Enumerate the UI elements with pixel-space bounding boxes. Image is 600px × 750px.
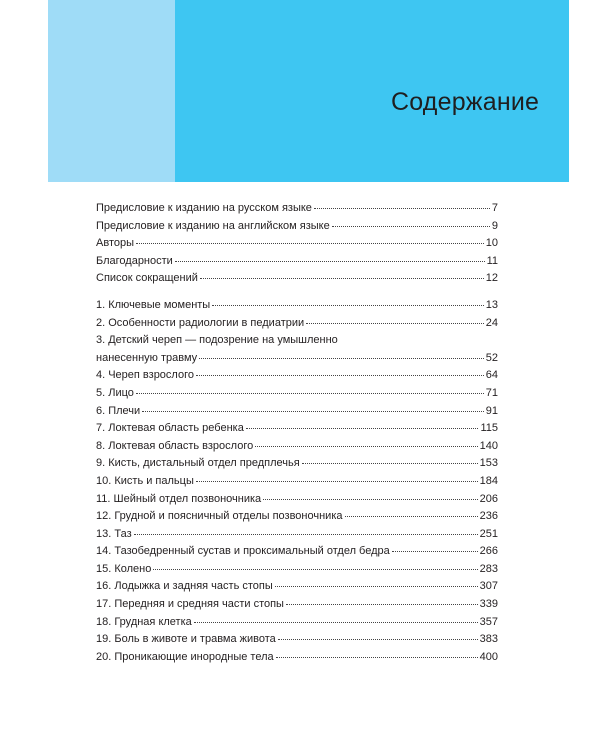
toc-entry-label: 14. Тазобедренный сустав и проксимальный отдел бедра [96, 545, 390, 558]
dot-leader [194, 622, 478, 623]
toc-entry-label: 15. Колено [96, 562, 152, 575]
toc-entry[interactable] [96, 235, 498, 253]
toc-entry[interactable] [96, 526, 498, 544]
toc-entry-page: 266 [479, 545, 498, 558]
toc-entry-page: 12 [485, 272, 498, 285]
dot-leader [275, 586, 478, 587]
toc-entry-page: 64 [485, 369, 498, 382]
toc-entry[interactable] [96, 614, 498, 632]
toc-entry[interactable] [96, 385, 498, 403]
toc-entry[interactable] [96, 596, 498, 614]
header-banner [48, 0, 569, 182]
toc-entry-page: 383 [479, 633, 498, 646]
toc-entry[interactable] [96, 270, 498, 288]
toc-entry-label: 3. Детский череп — подозрение на умышленно [96, 334, 338, 347]
table-of-contents [96, 200, 498, 666]
toc-entry-label: 7. Локтевая область ребенка [96, 422, 244, 435]
toc-entry-page: 115 [480, 422, 498, 435]
section-gap [96, 288, 498, 297]
dot-leader [196, 375, 484, 376]
dot-leader [255, 446, 477, 447]
toc-entry[interactable] [96, 420, 498, 438]
dot-leader [142, 411, 484, 412]
toc-entry-page: 71 [485, 386, 498, 399]
header-accent-block [48, 0, 175, 182]
toc-entry-label: Предисловие к изданию на английском языке [96, 219, 330, 232]
toc-entry-label: 11. Шейный отдел позвоночника [96, 492, 262, 505]
toc-entry-page: 283 [479, 562, 498, 575]
toc-entry[interactable] [96, 350, 498, 368]
toc-entry-label: 12. Грудной и поясничный отделы позвоночника [96, 510, 343, 523]
toc-entry[interactable] [96, 561, 498, 579]
toc-entry[interactable] [96, 367, 498, 385]
toc-entry-label: нанесенную травму [96, 351, 198, 364]
toc-entry[interactable] [96, 253, 498, 271]
toc-entry-page: 236 [479, 510, 498, 523]
toc-entry[interactable] [96, 438, 498, 456]
dot-leader [276, 657, 478, 658]
dot-leader [263, 499, 477, 500]
toc-entry-page: 11 [486, 254, 498, 267]
toc-entry-page: 184 [479, 474, 498, 487]
toc-entry-label: Благодарности [96, 254, 173, 267]
toc-entry-label: 17. Передняя и средняя части стопы [96, 598, 284, 611]
toc-entry-page: 13 [485, 298, 498, 311]
dot-leader [136, 243, 484, 244]
dot-leader [196, 481, 478, 482]
toc-entry-label: 1. Ключевые моменты [96, 298, 211, 311]
dot-leader [200, 278, 484, 279]
toc-entry[interactable] [96, 218, 498, 236]
toc-entry-label: 4. Череп взрослого [96, 369, 194, 382]
toc-entry[interactable] [96, 315, 498, 333]
dot-leader [136, 393, 484, 394]
dot-leader [212, 305, 484, 306]
toc-entry[interactable] [96, 649, 498, 667]
dot-leader [332, 226, 490, 227]
toc-entry-label: 9. Кисть, дистальный отдел предплечья [96, 457, 300, 470]
toc-entry-label: 2. Особенности радиологии в педиатрии [96, 316, 305, 329]
toc-entry[interactable] [96, 473, 498, 491]
toc-entry-page: 206 [479, 492, 498, 505]
toc-entry-label: 8. Локтевая область взрослого [96, 439, 254, 452]
dot-leader [134, 534, 478, 535]
toc-entry-label: 19. Боль в животе и травма живота [96, 633, 276, 646]
toc-entry-label: 20. Проникающие инородные тела [96, 650, 274, 663]
toc-entry-label: 13. Таз [96, 527, 132, 540]
dot-leader [175, 261, 485, 262]
toc-entry-label: 18. Грудная клетка [96, 615, 192, 628]
dot-leader [246, 428, 479, 429]
toc-entry-page: 400 [479, 650, 498, 663]
toc-entry-page: 307 [479, 580, 498, 593]
toc-entry-label: 5. Лицо [96, 386, 134, 399]
dot-leader [199, 358, 484, 359]
toc-entry-label: Список сокращений [96, 272, 198, 285]
toc-entry-label: 6. Плечи [96, 404, 141, 417]
toc-entry[interactable] [96, 578, 498, 596]
toc-entry[interactable] [96, 491, 498, 509]
toc-entry-page: 339 [479, 598, 498, 611]
toc-entry-page: 91 [485, 404, 498, 417]
toc-entry[interactable] [96, 297, 498, 315]
dot-leader [314, 208, 490, 209]
dot-leader [278, 639, 478, 640]
dot-leader [392, 551, 478, 552]
dot-leader [302, 463, 478, 464]
toc-entry[interactable] [96, 200, 498, 218]
toc-entry-page: 24 [485, 316, 498, 329]
toc-entry-label: Авторы [96, 237, 134, 250]
toc-entry-label: 10. Кисть и пальцы [96, 474, 194, 487]
toc-entry-label: Предисловие к изданию на русском языке [96, 202, 312, 214]
toc-entry[interactable] [96, 403, 498, 421]
toc-entry[interactable] [96, 543, 498, 561]
toc-entry-page: 52 [485, 351, 498, 364]
toc-entry[interactable] [96, 455, 498, 473]
toc-entry-label: 16. Лодыжка и задняя часть стопы [96, 580, 273, 593]
toc-entry-page: 153 [479, 457, 498, 470]
toc-entry-page: 7 [491, 202, 498, 214]
toc-entry-page: 9 [491, 219, 498, 232]
toc-entry[interactable] [96, 631, 498, 649]
toc-entry-page: 10 [485, 237, 498, 250]
page-title: Содержание [391, 88, 540, 116]
toc-entry-page: 251 [479, 527, 498, 540]
dot-leader [306, 323, 484, 324]
toc-entry[interactable] [96, 508, 498, 526]
toc-entry-page: 140 [479, 439, 498, 452]
toc-entry-page: 357 [479, 615, 498, 628]
toc-entry-first-line[interactable] [96, 332, 498, 350]
dot-leader [345, 516, 478, 517]
dot-leader [286, 604, 478, 605]
dot-leader [153, 569, 477, 570]
